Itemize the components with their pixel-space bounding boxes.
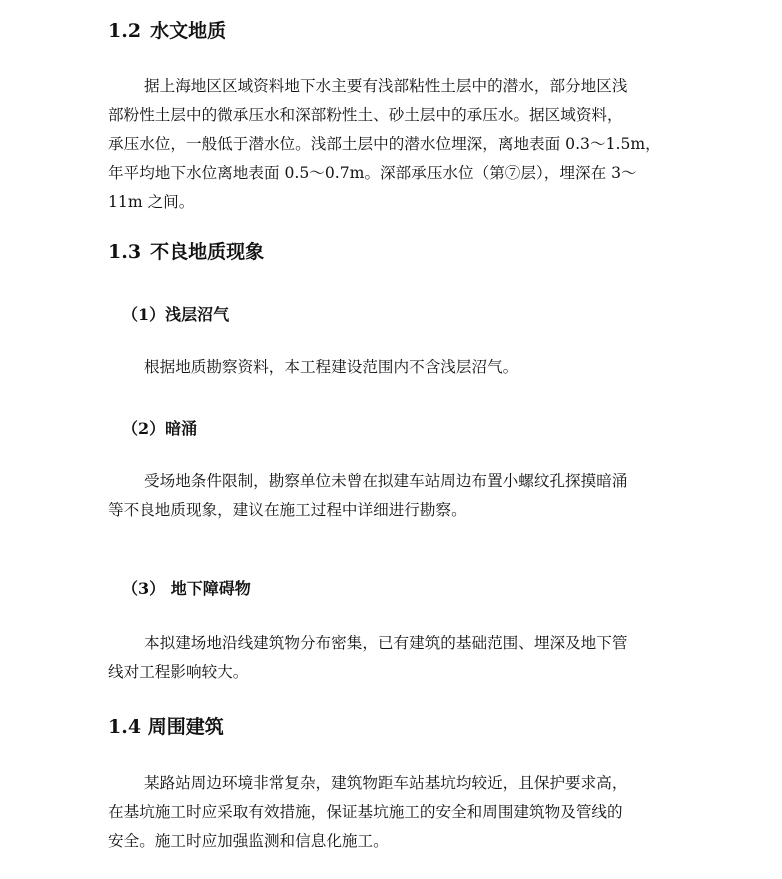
heading-title: 水文地质 <box>150 20 227 42</box>
subheading-hidden-spring: （2）暗涌 <box>122 419 198 438</box>
paragraph-line: 11m 之间。 <box>108 193 195 211</box>
underground-obstacles-paragraph <box>108 629 702 687</box>
heading-number: 1.2 <box>108 20 142 42</box>
subheading-shallow-gas: （1）浅层沼气 <box>122 305 230 324</box>
paragraph-line: 某路站周边环境非常复杂，建筑物距车站基坑均较近，且保护要求高， <box>144 774 628 792</box>
paragraph-line: 年平均地下水位离地表面 0.5～0.7m。深部承压水位（第⑦层），埋深在 3～ <box>108 164 637 182</box>
paragraph-line: 据上海地区区域资料地下水主要有浅部粘性土层中的潜水，部分地区浅 <box>144 77 628 95</box>
paragraph-line: 部粉性土层中的微承压水和深部粉性土、砂土层中的承压水。据区域资料， <box>108 106 623 124</box>
heading-surrounding-buildings <box>108 715 224 739</box>
heading-number: 1.3 <box>108 241 142 263</box>
paragraph-line: 在基坑施工时应采取有效措施，保证基坑施工的安全和周围建筑物及管线的 <box>108 803 623 821</box>
heading-hydrogeology <box>108 19 226 43</box>
heading-number: 1.4 <box>108 716 142 738</box>
hidden-spring-paragraph <box>108 467 702 525</box>
paragraph-line: 线对工程影响较大。 <box>108 663 249 681</box>
subheading-underground-obstacles: （3） 地下障碍物 <box>122 579 251 598</box>
paragraph-line: 等不良地质现象，建议在施工过程中详细进行勘察。 <box>108 501 467 519</box>
heading-adverse-geology <box>108 240 264 264</box>
paragraph-line: 根据地质勘察资料，本工程建设范围内不含浅层沼气。 <box>144 358 519 376</box>
heading-title: 周围建筑 <box>147 716 224 738</box>
hydrogeology-paragraph <box>108 72 702 217</box>
paragraph-line: 本拟建场地沿线建筑物分布密集，已有建筑的基础范围、埋深及地下管 <box>144 634 628 652</box>
heading-title: 不良地质现象 <box>150 241 265 263</box>
paragraph-line: 受场地条件限制，勘察单位未曾在拟建车站周边布置小螺纹孔探摸暗涌 <box>144 472 628 490</box>
paragraph-line: 承压水位，一般低于潜水位。浅部土层中的潜水位埋深，离地表面 0.3～1.5m， <box>108 135 661 153</box>
shallow-gas-paragraph <box>108 353 702 382</box>
paragraph-line: 安全。施工时应加强监测和信息化施工。 <box>108 832 389 850</box>
surrounding-buildings-paragraph <box>108 769 702 856</box>
